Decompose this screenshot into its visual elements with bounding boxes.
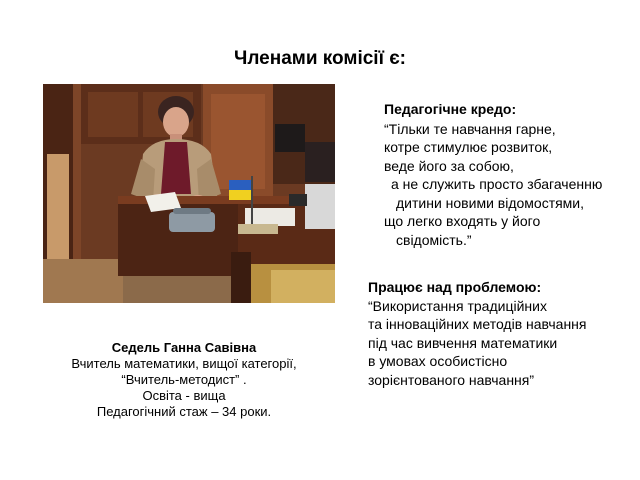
problem-line: зорієнтованого навчання”: [368, 371, 535, 388]
caption-title: “Вчитель-методист” .: [121, 372, 247, 387]
credo-block: [384, 100, 602, 249]
person-name: Седель Ганна Савівна: [111, 340, 257, 355]
credo-line: дитини новими відомостями,: [396, 194, 585, 211]
credo-line: котре стимулює розвиток,: [384, 139, 553, 155]
problem-line: в умовах особистісно: [368, 353, 508, 369]
caption-position: Вчитель математики, вищої категорії,: [71, 356, 297, 371]
caption: [43, 340, 325, 420]
caption-education: Освіта - вища: [142, 388, 226, 403]
caption-experience: Педагогічний стаж – 34 роки.: [96, 404, 272, 419]
slide-title: Членами комісії є:: [233, 48, 407, 69]
credo-line: що легко входять у його: [384, 213, 541, 229]
credo-line: свідомість.”: [396, 231, 472, 248]
problem-block: [368, 278, 586, 389]
credo-heading: Педагогічне кредо:: [384, 101, 517, 117]
credo-line: веде його за собою,: [384, 157, 514, 174]
credo-line: “Тільки те навчання гарне,: [384, 120, 556, 137]
problem-heading: Працює над проблемою:: [368, 279, 542, 295]
problem-line: “Використання традиційних: [368, 297, 547, 314]
portrait-photo: [43, 84, 335, 303]
problem-line: та інноваційних методів навчання: [368, 316, 587, 332]
credo-line: а не служить просто збагаченню: [391, 176, 603, 192]
problem-line: під час вивчення математики: [368, 334, 558, 351]
